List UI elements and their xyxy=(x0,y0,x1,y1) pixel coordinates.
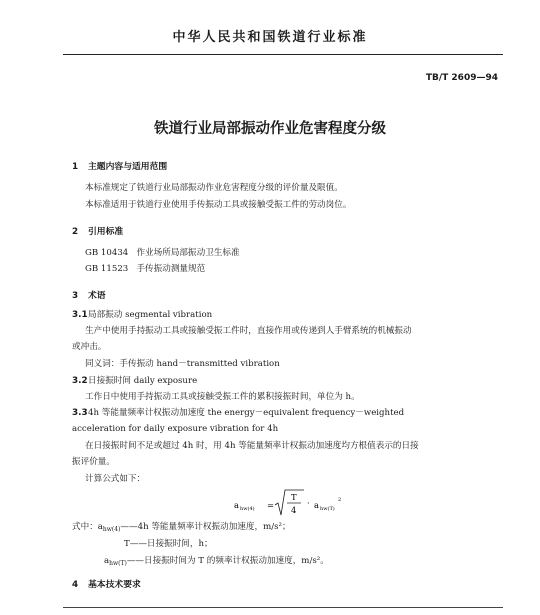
formula-denominator: 4 xyxy=(291,505,297,515)
standard-code: TB/T 2609—94 xyxy=(425,73,498,83)
section-number: 2 xyxy=(72,227,79,237)
where-label: 式中： xyxy=(72,522,98,532)
formula-lhs: a xyxy=(234,500,239,510)
term-definition: 工作日中使用手持振动工具或接触受振工件的累积接振时间，单位为 h。 xyxy=(85,392,360,402)
variable-subscript: hw(T) xyxy=(109,560,127,567)
formula-intro: 计算公式如下： xyxy=(85,474,146,484)
term-definition: 或冲击。 xyxy=(72,342,107,352)
section-title: 术语 xyxy=(88,291,106,301)
section-number: 1 xyxy=(72,162,79,172)
reference-title: 手传振动测量规范 xyxy=(136,264,206,274)
term-definition: 生产中使用手持振动工具或接触受振工件时，直接作用或传递到人手臂系统的机械振动 xyxy=(85,326,412,336)
variable-definition xyxy=(124,539,213,550)
header-divider xyxy=(63,54,503,55)
section-title: 基本技术要求 xyxy=(88,580,141,590)
sqrt-sign xyxy=(275,490,304,515)
term-title-continued: acceleration for daily exposure vibration for 4h xyxy=(72,424,279,434)
term-3-2 xyxy=(72,376,197,387)
reference-title: 作业场所局部振动卫生标准 xyxy=(136,248,240,258)
term-number: 3.1 xyxy=(72,310,88,320)
document-title: 铁道行业局部振动作业危害程度分级 xyxy=(154,121,386,137)
section-1-paragraph: 本标准适用于铁道行业使用手传振动工具或接触受振工件的劳动岗位。 xyxy=(85,200,352,210)
section-1-heading xyxy=(72,162,167,173)
variable-description: ——4h 等能量频率计权振动加速度，m/s²； xyxy=(120,522,291,532)
reference-code: GB 11523 xyxy=(85,264,129,274)
formula xyxy=(234,484,384,524)
term-title: 局部振动 segmental vibration xyxy=(88,310,213,320)
variable-description: ——日接振时间，h； xyxy=(129,539,213,549)
formula-rhs-subscript: hw(T) xyxy=(320,506,335,512)
reference-code: GB 10434 xyxy=(85,248,129,258)
variable-symbol: T xyxy=(124,539,130,549)
reference-item xyxy=(85,264,205,275)
formula-superscript: 2 xyxy=(338,497,342,503)
reference-item xyxy=(85,248,240,259)
variable-symbol: a xyxy=(104,556,110,566)
section-title: 引用标准 xyxy=(88,227,124,237)
term-title: 日接振时间 daily exposure xyxy=(88,376,198,386)
formula-rhs: a xyxy=(314,500,319,510)
term-number: 3.2 xyxy=(72,376,88,386)
formula-lhs-subscript: hw(4) xyxy=(240,506,255,512)
section-4-heading xyxy=(72,580,141,591)
variable-definition xyxy=(104,556,329,569)
term-definition: 在日接振时间不足或超过 4h 时，用 4h 等能量频率计权振动加速度均方根值表示的日接 xyxy=(85,441,419,451)
term-3-1 xyxy=(72,310,212,321)
term-synonym: 同义词：手传振动 hand－transmitted vibration xyxy=(85,359,280,369)
variable-subscript: hw(4) xyxy=(102,526,121,533)
variable-definition xyxy=(72,522,291,535)
term-3-3 xyxy=(72,408,404,419)
variable-description: ——日接振时间为 T 的频率计权振动加速度，m/s²。 xyxy=(126,556,329,566)
formula-numerator: T xyxy=(291,492,297,502)
term-definition: 振评价量。 xyxy=(72,457,115,467)
formula-dot: · xyxy=(307,498,310,508)
formula-equals: = xyxy=(267,500,275,510)
variable-symbol: a xyxy=(97,522,103,532)
section-number: 4 xyxy=(72,580,79,590)
section-3-heading xyxy=(72,291,106,302)
standard-org-title: 中华人民共和国铁道行业标准 xyxy=(172,30,368,45)
section-1-paragraph: 本标准规定了铁道行业局部振动作业危害程度分级的评价量及限值。 xyxy=(85,183,343,193)
section-2-heading xyxy=(72,227,123,238)
page-bottom-divider xyxy=(63,607,503,608)
section-title: 主题内容与适用范围 xyxy=(88,162,168,172)
term-number: 3.3 xyxy=(72,408,88,418)
section-number: 3 xyxy=(72,291,79,301)
term-title: 4h 等能量频率计权振动加速度 the energy－equivalent frequency－weighted xyxy=(88,408,405,418)
